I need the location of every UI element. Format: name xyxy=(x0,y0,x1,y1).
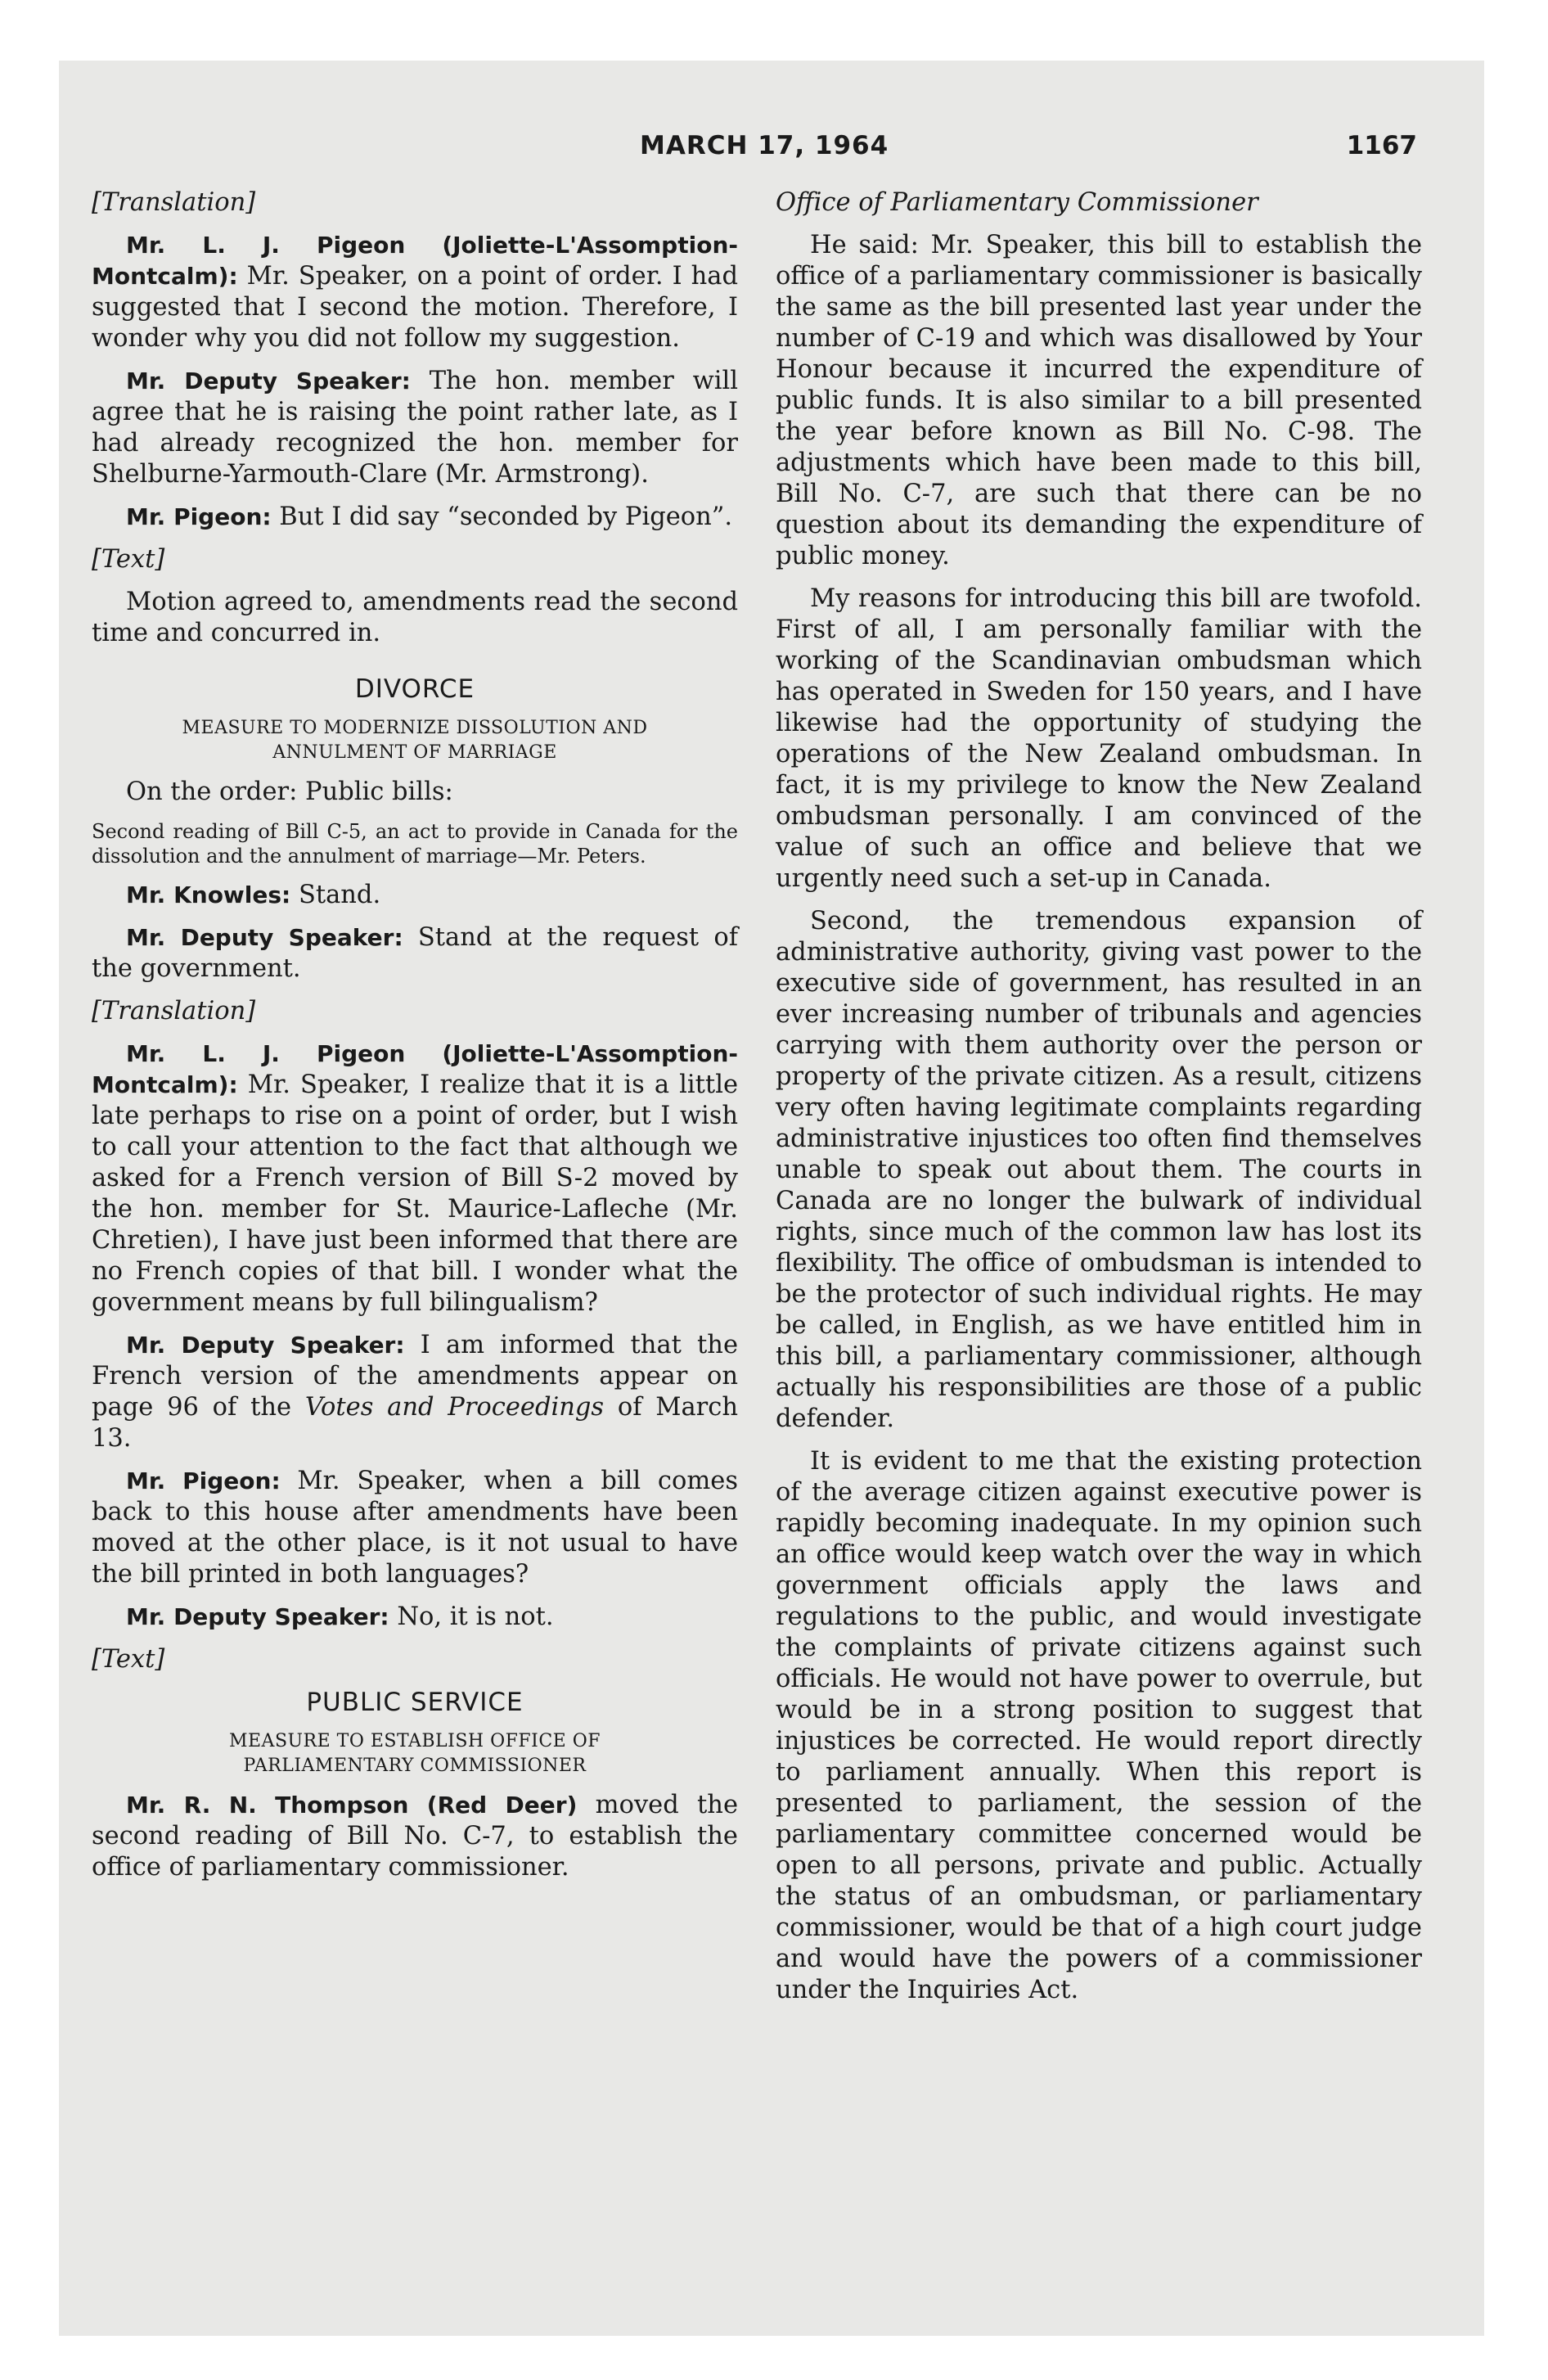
speech-text: moved the second reading of Bill No. C-7, to establish the office of parliamentary commissioner. xyxy=(92,1791,738,1882)
paragraph: Motion agreed to, amendments read the second time and concurred in. xyxy=(92,588,738,647)
publication-title: Votes and Proceedings xyxy=(304,1393,605,1422)
translation-tag: [Translation] xyxy=(92,188,256,217)
section-heading: DIVORCE xyxy=(354,674,475,704)
translation-tag: [Translation] xyxy=(92,997,256,1025)
paragraph xyxy=(92,1330,738,1454)
paragraph xyxy=(92,922,738,985)
paragraph xyxy=(92,366,738,490)
paragraph: It is evident to me that the existing protection of the average citizen against executive power is rapidly becoming inadequate. In my opinion such an office would keep watch over the way in which government officials apply the laws and regulations to the public, and would investigate the complaints of private citizens against such officials. He would not have power to overrule, but would be in a strong position to suggest that injustices be corrected. He would report directly to parliament annually. When this report is presented to parliament, the session of the parliamentary committee concerned would be open to all persons, private and public. Actually the status of an ombudsman, or parliamentary commissioner, would be that of a high court judge and would have the powers of a commissioner under the Inquiries Act. xyxy=(776,1447,1422,2004)
left-column xyxy=(92,187,738,1895)
paragraph xyxy=(92,880,738,911)
paragraph xyxy=(92,502,738,533)
hansard-page xyxy=(59,61,1484,2336)
speech-text: I am informed that the French version of the amendments appear on page 96 of the xyxy=(92,1331,738,1422)
page-date: MARCH 17, 1964 xyxy=(640,131,889,160)
speaker-name: Mr. Deputy Speaker: xyxy=(126,1603,389,1630)
section-subheading: MEASURE TO MODERNIZE DISSOLUTION AND ANNULMENT OF MARRIAGE xyxy=(182,718,648,763)
speech-text: The hon. member will agree that he is raising the point rather late, as I had already recognized the hon. member for Shelburne-Yarmouth-Clare (Mr. Armstrong). xyxy=(92,367,738,489)
running-title: Office of Parliamentary Commissioner xyxy=(776,188,1258,217)
paragraph: Second, the tremendous expansion of administrative authority, giving vast power to the executive side of government, has resulted in an ever increasing number of tribunals and agencies carrying with them authority over the person or property of the private citizen. As a result, citizens very often having legitimate complaints regarding administrative injustices too often find themselves unable to speak out about them. The courts in Canada are no longer the bulwark of individual rights, since much of the common law has lost its flexibility. The office of ombudsman is intended to be the protector of such individual rights. He may be called, in English, as we have entitled him in this bill, a parliamentary commissioner, although actually his responsibilities are those of a public defender. xyxy=(776,907,1422,1433)
speaker-name: Mr. L. J. Pigeon (Joliette-L'Assomption-Montcalm): xyxy=(92,1040,738,1098)
speech-text: Mr. Speaker, on a point of order. I had suggested that I second the motion. Therefore, I wonder why you did not follow my suggestion. xyxy=(92,262,738,353)
paragraph: My reasons for introducing this bill are twofold. First of all, I am personally familiar with the working of the Scandinavian ombudsman which has operated in Sweden for 150 years, and I have likewise had the opportunity of studying the operations of the New Zealand ombudsman. In fact, it is my privilege to know the New Zealand ombudsman personally. I am convinced of the value of such an office and believe that we urgently need such a set-up in Canada. xyxy=(776,584,1422,893)
paragraph xyxy=(92,1039,738,1318)
section-subheading: MEASURE TO ESTABLISH OFFICE OF PARLIAMENTARY COMMISSIONER xyxy=(228,1731,601,1776)
speech-text: of March 13. xyxy=(92,1393,738,1453)
speaker-name: Mr. Pigeon: xyxy=(126,503,272,530)
speaker-name: Mr. Knowles: xyxy=(126,881,291,908)
speaker-name: Mr. Deputy Speaker: xyxy=(126,924,403,951)
speaker-name: Mr. Pigeon: xyxy=(126,1467,281,1494)
paragraph xyxy=(92,1466,738,1590)
speech-text: No, it is not. xyxy=(389,1602,554,1631)
paragraph xyxy=(92,230,738,354)
paragraph xyxy=(92,1790,738,1883)
speech-text: Stand at the request of the government. xyxy=(92,923,738,983)
speaker-name: Mr. R. N. Thompson (Red Deer) xyxy=(126,1792,578,1819)
page-header xyxy=(59,131,1484,177)
section-heading: PUBLIC SERVICE xyxy=(306,1688,524,1717)
speech-text: Mr. Speaker, I realize that it is a little late perhaps to rise on a point of order, but I wish to call your attention to the fact that although we asked for a French version of Bill S-2 moved by the hon. member for St. Maurice-Lafleche (Mr. Chretien), I have just been informed that there are no French copies of that bill. I wonder what the government means by full bilingualism? xyxy=(92,1071,738,1317)
speech-text: But I did say “seconded by Pigeon”. xyxy=(271,503,733,531)
speaker-name: Mr. L. J. Pigeon (Joliette-L'Assomption-Montcalm): xyxy=(92,232,738,290)
text-tag: [Text] xyxy=(92,1645,165,1674)
paragraph: On the order: Public bills: xyxy=(126,778,453,806)
paragraph: He said: Mr. Speaker, this bill to establish the office of a parliamentary commissioner is basically the same as the bill presented last year under the number of C-19 and which was disallowed by Your Honour because it incurred the expenditure of public funds. It is also similar to a bill presented the year before known as Bill No. C-98. The adjustments which have been made to this bill, Bill No. C-7, are such that there can be no question about its demanding the expenditure of public money. xyxy=(776,231,1422,570)
speaker-name: Mr. Deputy Speaker: xyxy=(126,367,411,394)
paragraph xyxy=(92,1602,738,1633)
speech-text: Stand. xyxy=(290,881,381,909)
speaker-name: Mr. Deputy Speaker: xyxy=(126,1332,405,1359)
right-column xyxy=(776,187,1422,2017)
order-paper-item: Second reading of Bill C-5, an act to provide in Canada for the dissolution and the annulment of marriage—Mr. Peters. xyxy=(92,820,738,868)
text-tag: [Text] xyxy=(92,545,165,574)
page-number: 1167 xyxy=(1346,131,1417,160)
speech-text: Mr. Speaker, when a bill comes back to this house after amendments have been moved at the other place, is it not usual to have the bill printed in both languages? xyxy=(92,1467,738,1589)
